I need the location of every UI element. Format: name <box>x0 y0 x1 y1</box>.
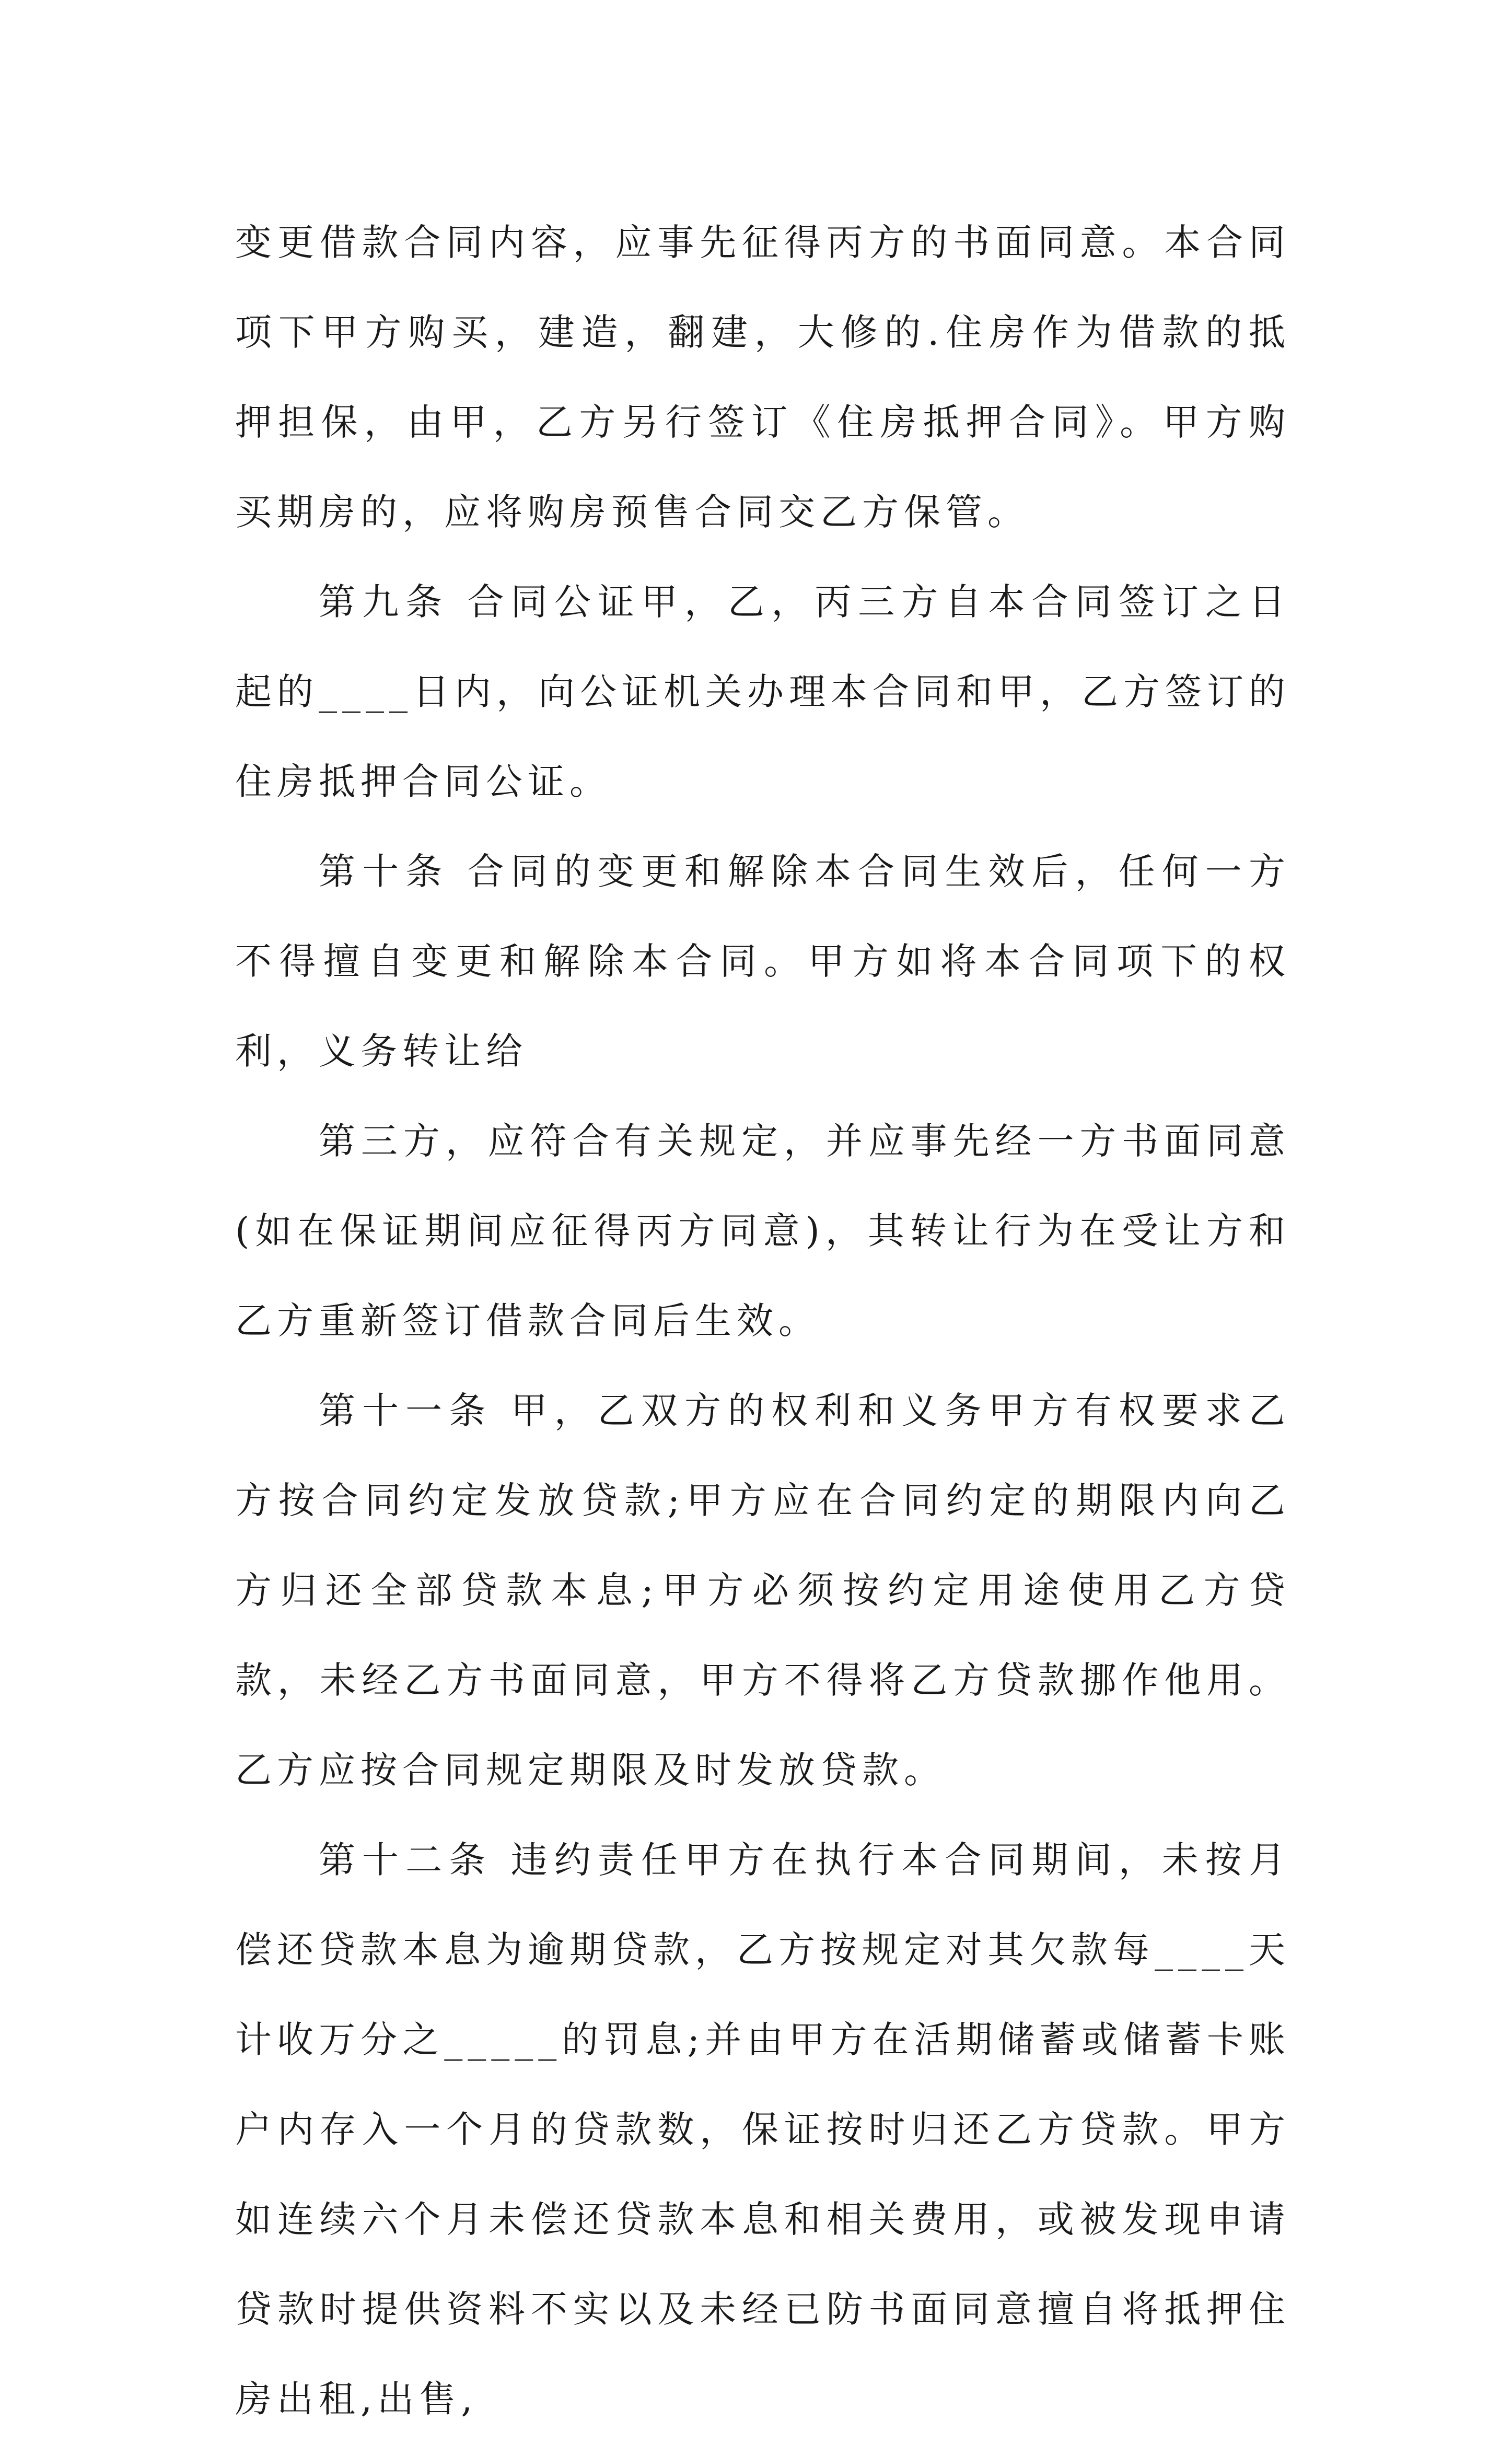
paragraph-article-10: 第十条 合同的变更和解除本合同生效后，任何一方不得擅自变更和解除本合同。甲方如将本合同项下的权利，义务转让给 <box>235 850 1290 1073</box>
document-body <box>235 197 1290 2444</box>
paragraph-article-10-continued: 第三方，应符合有关规定，并应事先经一方书面同意(如在保证期间应征得丙方同意)，其转让行为在受让方和乙方重新签订借款合同后生效。 <box>235 1120 1290 1342</box>
paragraph-article-9: 第九条 合同公证甲，乙，丙三方自本合同签订之日起的____日内，向公证机关办理本合同和甲，乙方签订的住房抵押合同公证。 <box>235 580 1290 803</box>
paragraph-continuation: 变更借款合同内容，应事先征得丙方的书面同意。本合同项下甲方购买，建造，翻建，大修的.住房作为借款的抵押担保，由甲，乙方另行签订《住房抵押合同》。甲方购买期房的，应将购房预售合同交乙方保管。 <box>235 221 1290 533</box>
paragraph-article-12: 第十二条 违约责任甲方在执行本合同期间，未按月偿还贷款本息为逾期贷款，乙方按规定对其欠款每____天计收万分之_____的罚息;并由甲方在活期储蓄或储蓄卡账户内存入一个月的贷款数，保证按时归还乙方贷款。甲方如连续六个月未偿还贷款本息和相关费用，或被发现申请贷款时提供资料不实以及未经已防书面同意擅自将抵押住房出租,出售, <box>235 1838 1290 2420</box>
paragraph-article-11: 第十一条 甲，乙双方的权利和义务甲方有权要求乙方按合同约定发放贷款;甲方应在合同约定的期限内向乙方归还全部贷款本息;甲方必须按约定用途使用乙方贷款，未经乙方书面同意，甲方不得将乙方贷款挪作他用。乙方应按合同规定期限及时发放贷款。 <box>235 1389 1290 1791</box>
